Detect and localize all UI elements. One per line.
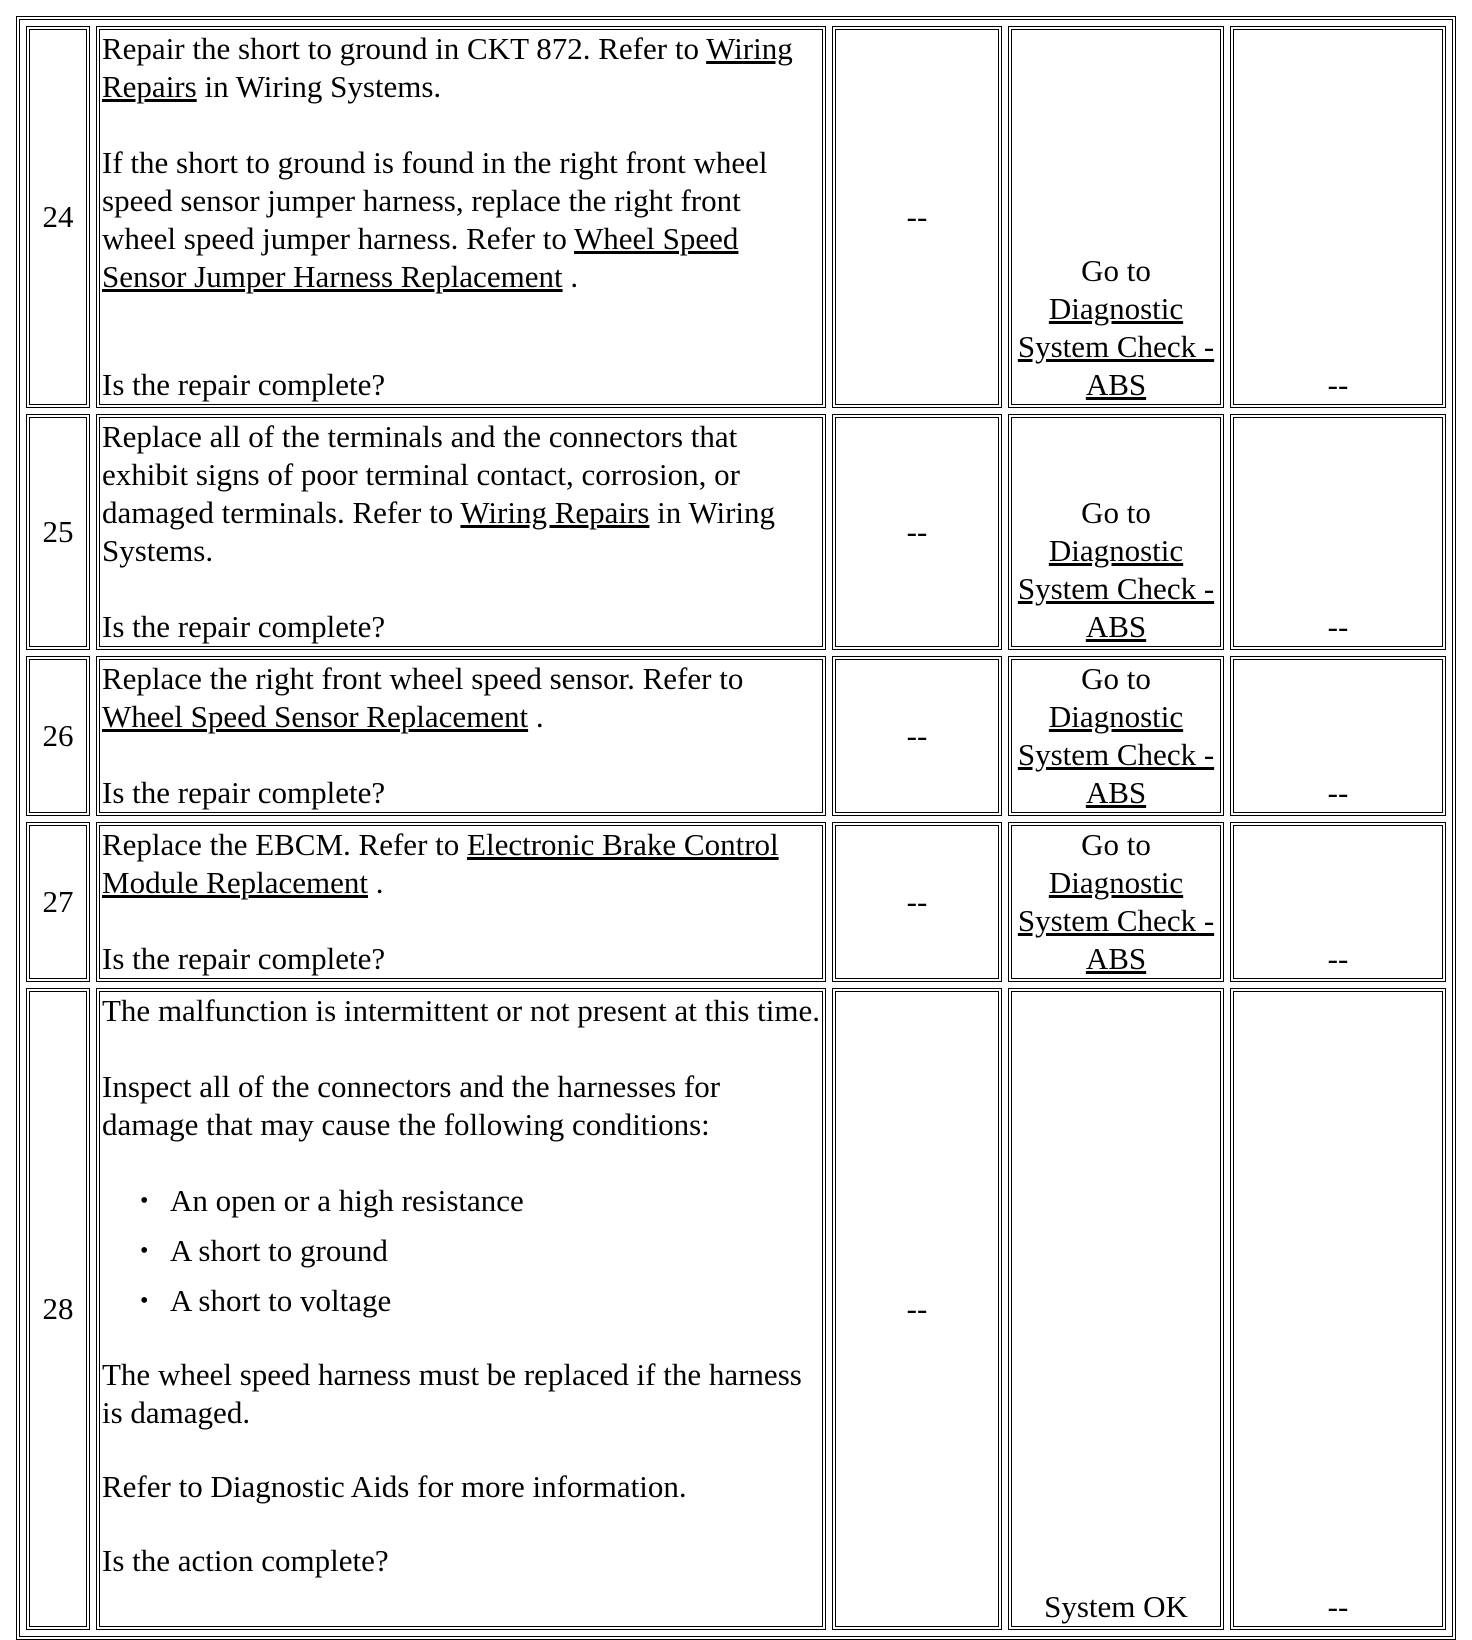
table-row — [26, 26, 1446, 408]
diagnostic-steps-table — [16, 16, 1456, 1640]
action-cell — [96, 822, 826, 982]
action-paragraph: Inspect all of the connectors and the harnesses for damage that may cause the following conditions: — [102, 1069, 721, 1142]
value-cell: -- — [832, 26, 1002, 408]
action-cell — [96, 988, 826, 1630]
diagnostic-system-check-abs-link[interactable]: Diagnostic System Check - ABS — [1017, 291, 1215, 402]
list-item: • A short to voltage — [170, 1282, 820, 1320]
action-paragraph: Repair the short to ground in CKT 872. Refer to Wiring Repairs in Wiring Systems. — [102, 31, 793, 104]
step-number: 27 — [26, 822, 90, 982]
action-paragraph: If the short to ground is found in the right front wheel speed sensor jumper harness, replace the right front wheel speed jumper harness. Refer to Wheel Speed Sensor Jumper Harness Replacement . — [102, 145, 768, 294]
action-paragraph: Replace the right front wheel speed sensor. Refer to Wheel Speed Sensor Replacement . — [102, 661, 744, 734]
action-cell — [96, 414, 826, 650]
diagnostic-system-check-abs-link[interactable]: Diagnostic System Check - ABS — [1017, 533, 1215, 644]
action-question: Is the repair complete? — [102, 775, 386, 810]
no-cell: -- — [1230, 26, 1446, 408]
ebcm-replacement-link[interactable]: Electronic Brake Control Module Replacement — [102, 827, 779, 900]
action-paragraph: The wheel speed harness must be replaced if the harness is damaged. — [102, 1357, 802, 1430]
yes-cell: System OK — [1008, 988, 1224, 1630]
step-number: 28 — [26, 988, 90, 1630]
list-item: • A short to ground — [170, 1232, 820, 1270]
action-paragraph: The malfunction is intermittent or not present at this time. — [102, 993, 821, 1028]
action-cell — [96, 656, 826, 816]
value-cell: -- — [832, 414, 1002, 650]
table-row — [26, 656, 1446, 816]
action-paragraph: Replace the EBCM. Refer to Electronic Brake Control Module Replacement . — [102, 827, 779, 900]
value-cell: -- — [832, 988, 1002, 1630]
yes-prefix: Go to — [1081, 495, 1151, 530]
table-row — [26, 822, 1446, 982]
yes-cell — [1008, 26, 1224, 408]
no-cell: -- — [1230, 414, 1446, 650]
action-paragraph: Refer to Diagnostic Aids for more information. — [102, 1469, 687, 1504]
step-number: 26 — [26, 656, 90, 816]
step-number: 25 — [26, 414, 90, 650]
action-cell — [96, 26, 826, 408]
value-cell: -- — [832, 822, 1002, 982]
no-cell: -- — [1230, 822, 1446, 982]
yes-cell — [1008, 414, 1224, 650]
no-cell: -- — [1230, 656, 1446, 816]
action-question: Is the action complete? — [102, 1543, 389, 1578]
yes-prefix: Go to — [1081, 827, 1151, 862]
action-question: Is the repair complete? — [102, 609, 386, 644]
table-row — [26, 414, 1446, 650]
diagnostic-system-check-abs-link[interactable]: Diagnostic System Check - ABS — [1017, 699, 1215, 810]
table-row — [26, 988, 1446, 1630]
list-item: • An open or a high resistance — [170, 1182, 820, 1220]
conditions-list — [102, 1182, 820, 1320]
yes-prefix: Go to — [1081, 253, 1151, 288]
yes-cell — [1008, 656, 1224, 816]
wiring-repairs-link[interactable]: Wiring Repairs — [102, 31, 793, 104]
no-cell: -- — [1230, 988, 1446, 1630]
yes-prefix: Go to — [1081, 661, 1151, 696]
diagnostic-system-check-abs-link[interactable]: Diagnostic System Check - ABS — [1017, 865, 1215, 976]
yes-cell — [1008, 822, 1224, 982]
wheel-speed-sensor-replacement-link[interactable]: Wheel Speed Sensor Replacement — [102, 699, 529, 734]
action-question: Is the repair complete? — [102, 941, 386, 976]
wiring-repairs-link[interactable]: Wiring Repairs — [460, 495, 650, 530]
wheel-speed-sensor-jumper-harness-replacement-link[interactable]: Wheel Speed Sensor Jumper Harness Replacement — [102, 221, 739, 294]
action-question: Is the repair complete? — [102, 367, 386, 402]
action-paragraph: Replace all of the terminals and the connectors that exhibit signs of poor terminal contact, corrosion, or damaged terminals. Refer to Wiring Repairs in Wiring Systems. — [102, 419, 776, 568]
step-number: 24 — [26, 26, 90, 408]
value-cell: -- — [832, 656, 1002, 816]
